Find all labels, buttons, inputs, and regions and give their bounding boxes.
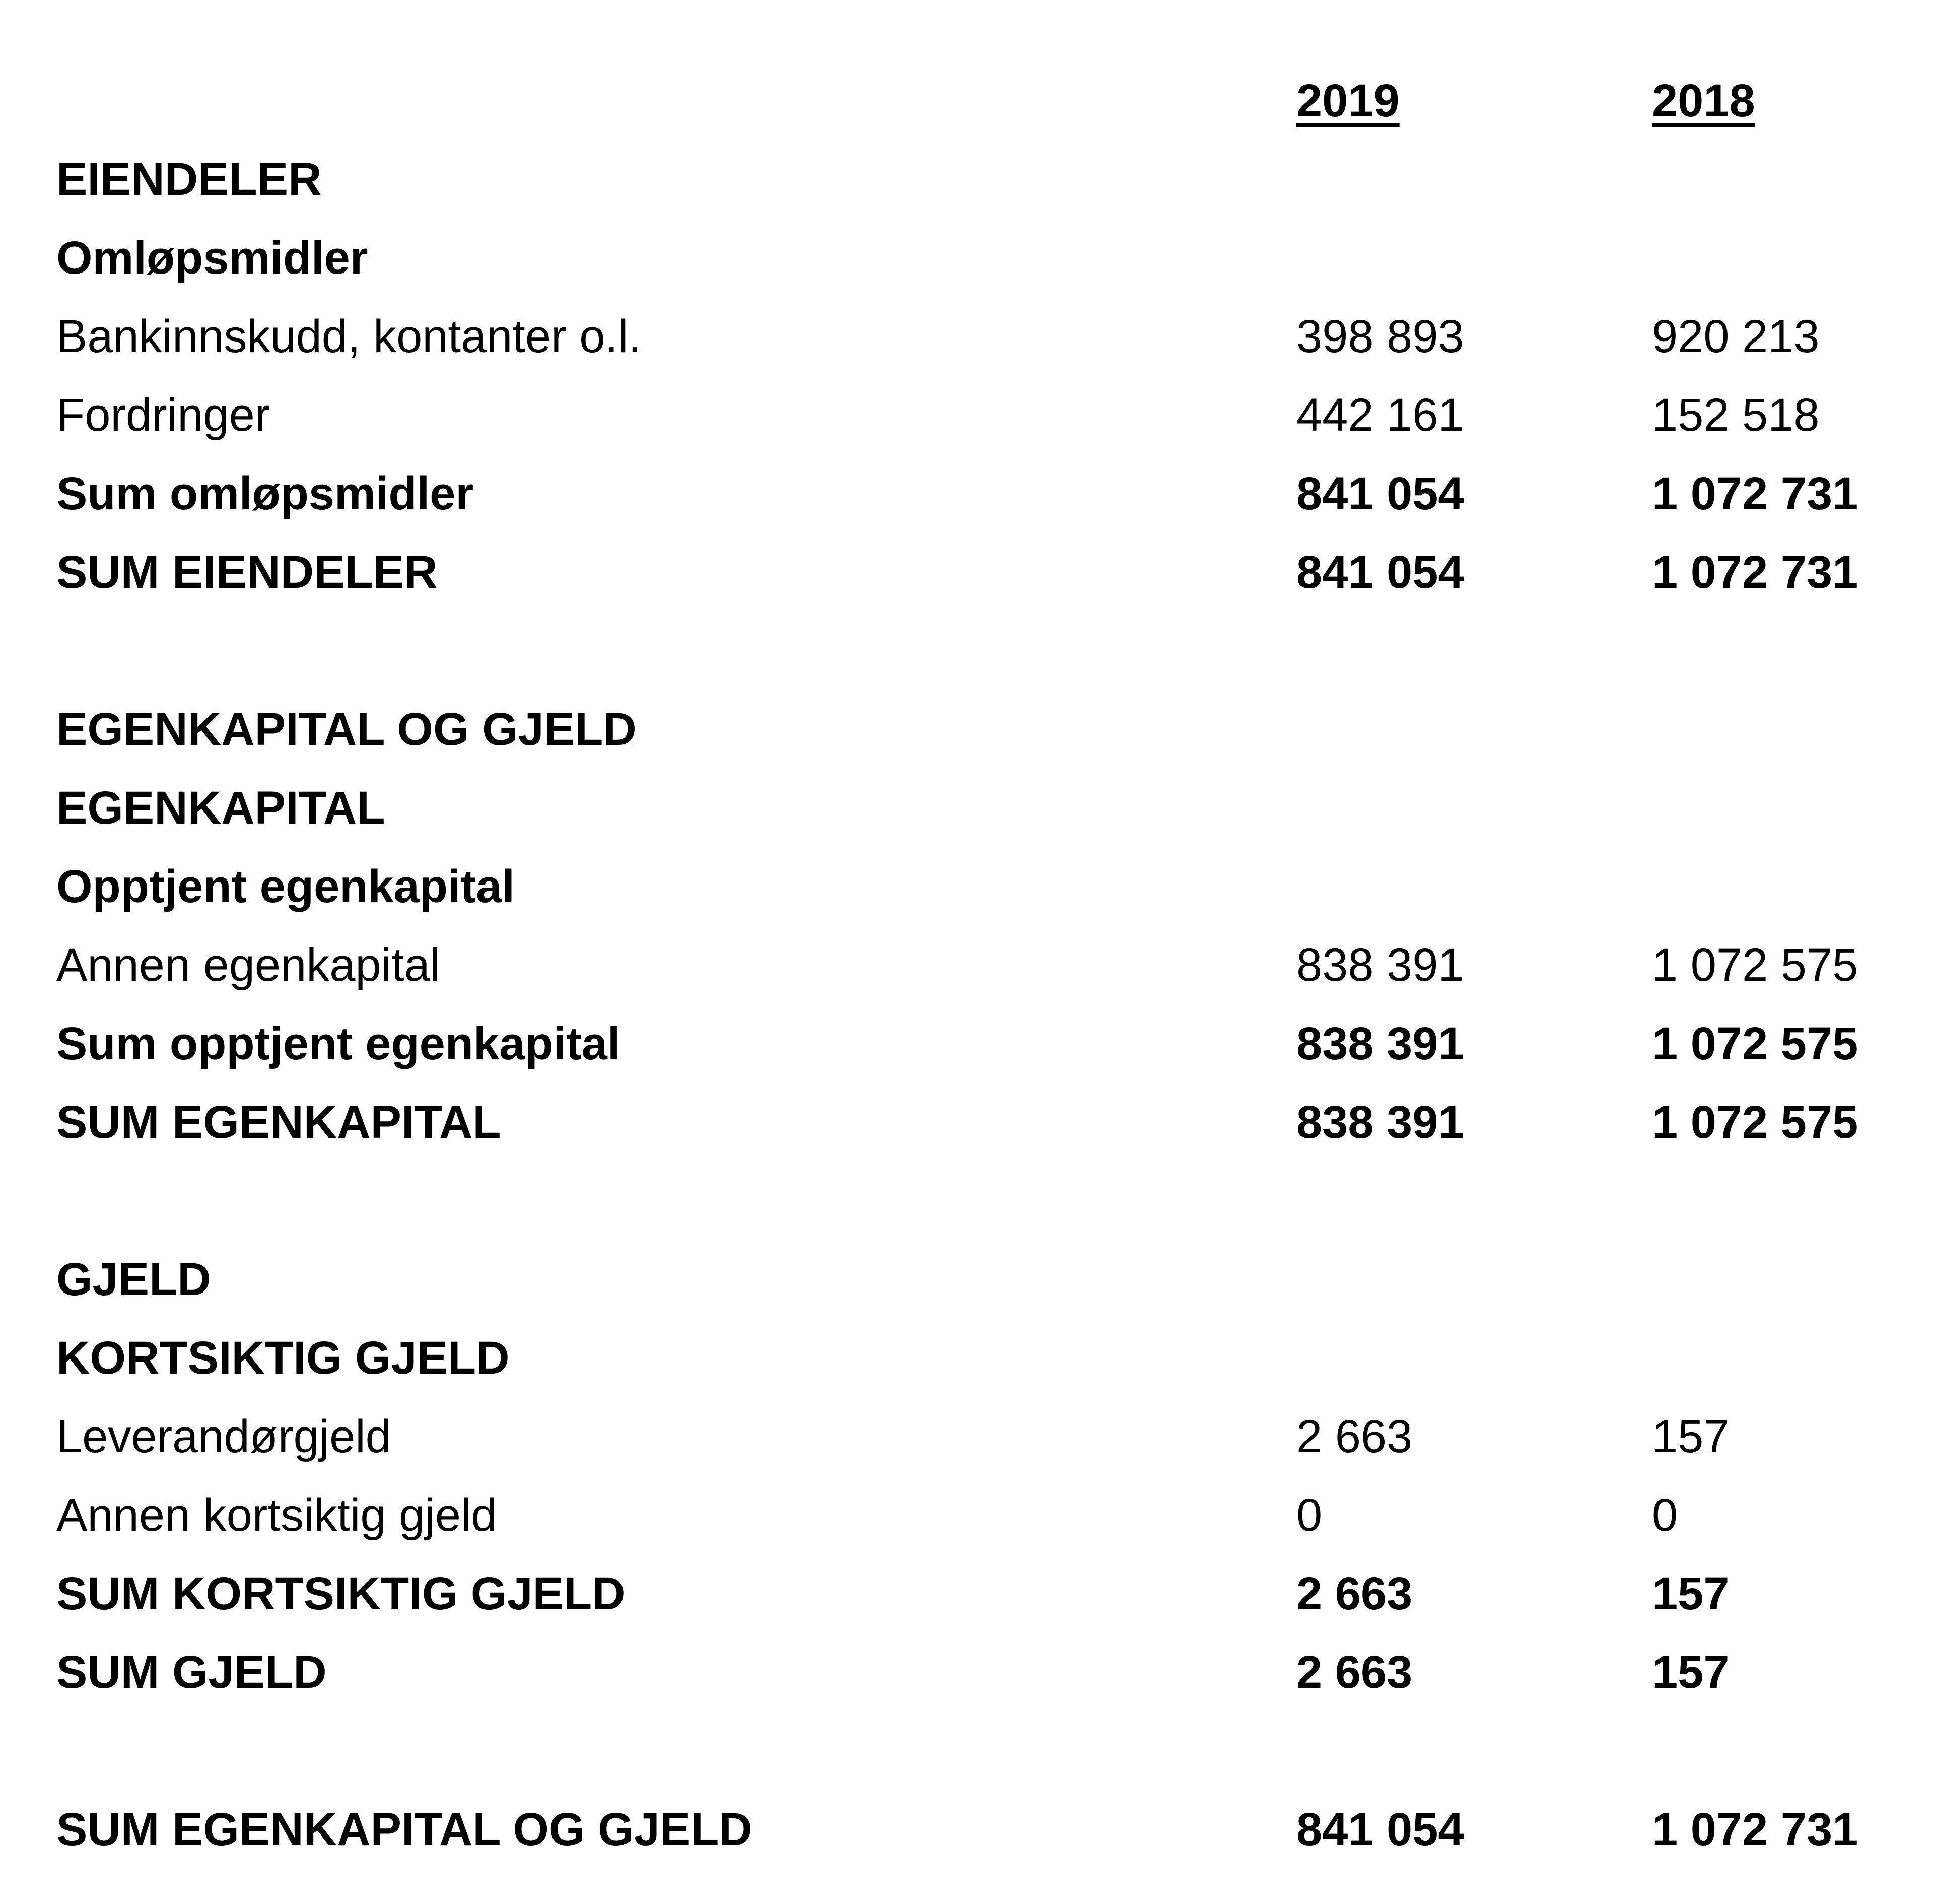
total-egenkapital-og-gjeld xyxy=(0,1790,1934,1869)
row-label: SUM GJELD xyxy=(56,1647,327,1698)
value-2018: 1 072 575 xyxy=(1652,1018,1858,1069)
value-2018: 1 072 731 xyxy=(1652,468,1858,519)
value-2019: 2 663 xyxy=(1296,1568,1413,1619)
line-item-bankinnskudd xyxy=(0,297,1934,376)
line-item-annen-egenkapital xyxy=(0,926,1934,1004)
line-item-fordringer xyxy=(0,376,1934,454)
value-2018: 1 072 575 xyxy=(1652,1097,1858,1148)
row-label: Fordringer xyxy=(56,389,270,441)
total-gjeld xyxy=(0,1633,1934,1712)
subsection-heading-opptjent-egenkapital xyxy=(0,847,1934,926)
row-label: Leverandørgjeld xyxy=(56,1411,391,1462)
subsection-heading-egenkapital xyxy=(0,769,1934,847)
section-heading-eiendeler xyxy=(0,140,1934,219)
row-label: SUM EGENKAPITAL OG GJELD xyxy=(56,1804,752,1855)
value-2018: 152 518 xyxy=(1652,389,1820,441)
value-2019: 841 054 xyxy=(1296,1804,1464,1855)
subtotal-kortsiktig-gjeld xyxy=(0,1554,1934,1633)
row-label: EIENDELER xyxy=(56,154,322,205)
row-label: Opptjent egenkapital xyxy=(56,861,515,912)
value-2019: 841 054 xyxy=(1296,547,1464,598)
row-label: SUM EIENDELER xyxy=(56,547,438,598)
subsection-heading-omlopsmidler xyxy=(0,219,1934,297)
value-2019: 0 xyxy=(1296,1489,1323,1541)
value-2019: 841 054 xyxy=(1296,468,1464,519)
subtotal-omlopsmidler xyxy=(0,454,1934,533)
section-heading-gjeld xyxy=(0,1240,1934,1319)
row-label: SUM KORTSIKTIG GJELD xyxy=(56,1568,626,1619)
value-2018: 157 xyxy=(1652,1568,1730,1619)
line-item-leverandorgjeld xyxy=(0,1397,1934,1476)
value-2019: 2 663 xyxy=(1296,1411,1413,1462)
value-2018: 1 072 731 xyxy=(1652,547,1858,598)
subsection-heading-kortsiktig-gjeld xyxy=(0,1319,1934,1397)
total-eiendeler xyxy=(0,533,1934,611)
value-2019: 838 391 xyxy=(1296,1018,1464,1069)
year-header-row xyxy=(0,61,1934,140)
row-label: Sum opptjent egenkapital xyxy=(56,1018,620,1069)
row-label: Annen kortsiktig gjeld xyxy=(56,1489,497,1541)
year-2018-heading: 2018 xyxy=(1652,75,1755,126)
value-2019: 838 391 xyxy=(1296,939,1464,991)
row-label: SUM EGENKAPITAL xyxy=(56,1097,501,1148)
value-2019: 838 391 xyxy=(1296,1097,1464,1148)
row-label: Annen egenkapital xyxy=(56,939,441,991)
line-item-annen-kortsiktig-gjeld xyxy=(0,1476,1934,1554)
row-label: Bankinnskudd, kontanter o.l. xyxy=(56,311,641,362)
value-2018: 0 xyxy=(1652,1489,1678,1541)
year-2019-heading: 2019 xyxy=(1296,75,1400,126)
row-label: EGENKAPITAL xyxy=(56,782,385,834)
row-label: Omløpsmidler xyxy=(56,232,368,284)
subtotal-opptjent-egenkapital xyxy=(0,1004,1934,1083)
value-2018: 157 xyxy=(1652,1411,1730,1462)
total-egenkapital xyxy=(0,1083,1934,1162)
section-heading-egenkapital-og-gjeld xyxy=(0,690,1934,769)
row-label: Sum omløpsmidler xyxy=(56,468,474,519)
value-2018: 157 xyxy=(1652,1647,1730,1698)
value-2019: 398 893 xyxy=(1296,311,1464,362)
value-2019: 442 161 xyxy=(1296,389,1464,441)
value-2019: 2 663 xyxy=(1296,1647,1413,1698)
value-2018: 920 213 xyxy=(1652,311,1820,362)
row-label: GJELD xyxy=(56,1254,211,1305)
value-2018: 1 072 575 xyxy=(1652,939,1858,991)
row-label: EGENKAPITAL OG GJELD xyxy=(56,704,637,755)
row-label: KORTSIKTIG GJELD xyxy=(56,1332,510,1384)
value-2018: 1 072 731 xyxy=(1652,1804,1858,1855)
